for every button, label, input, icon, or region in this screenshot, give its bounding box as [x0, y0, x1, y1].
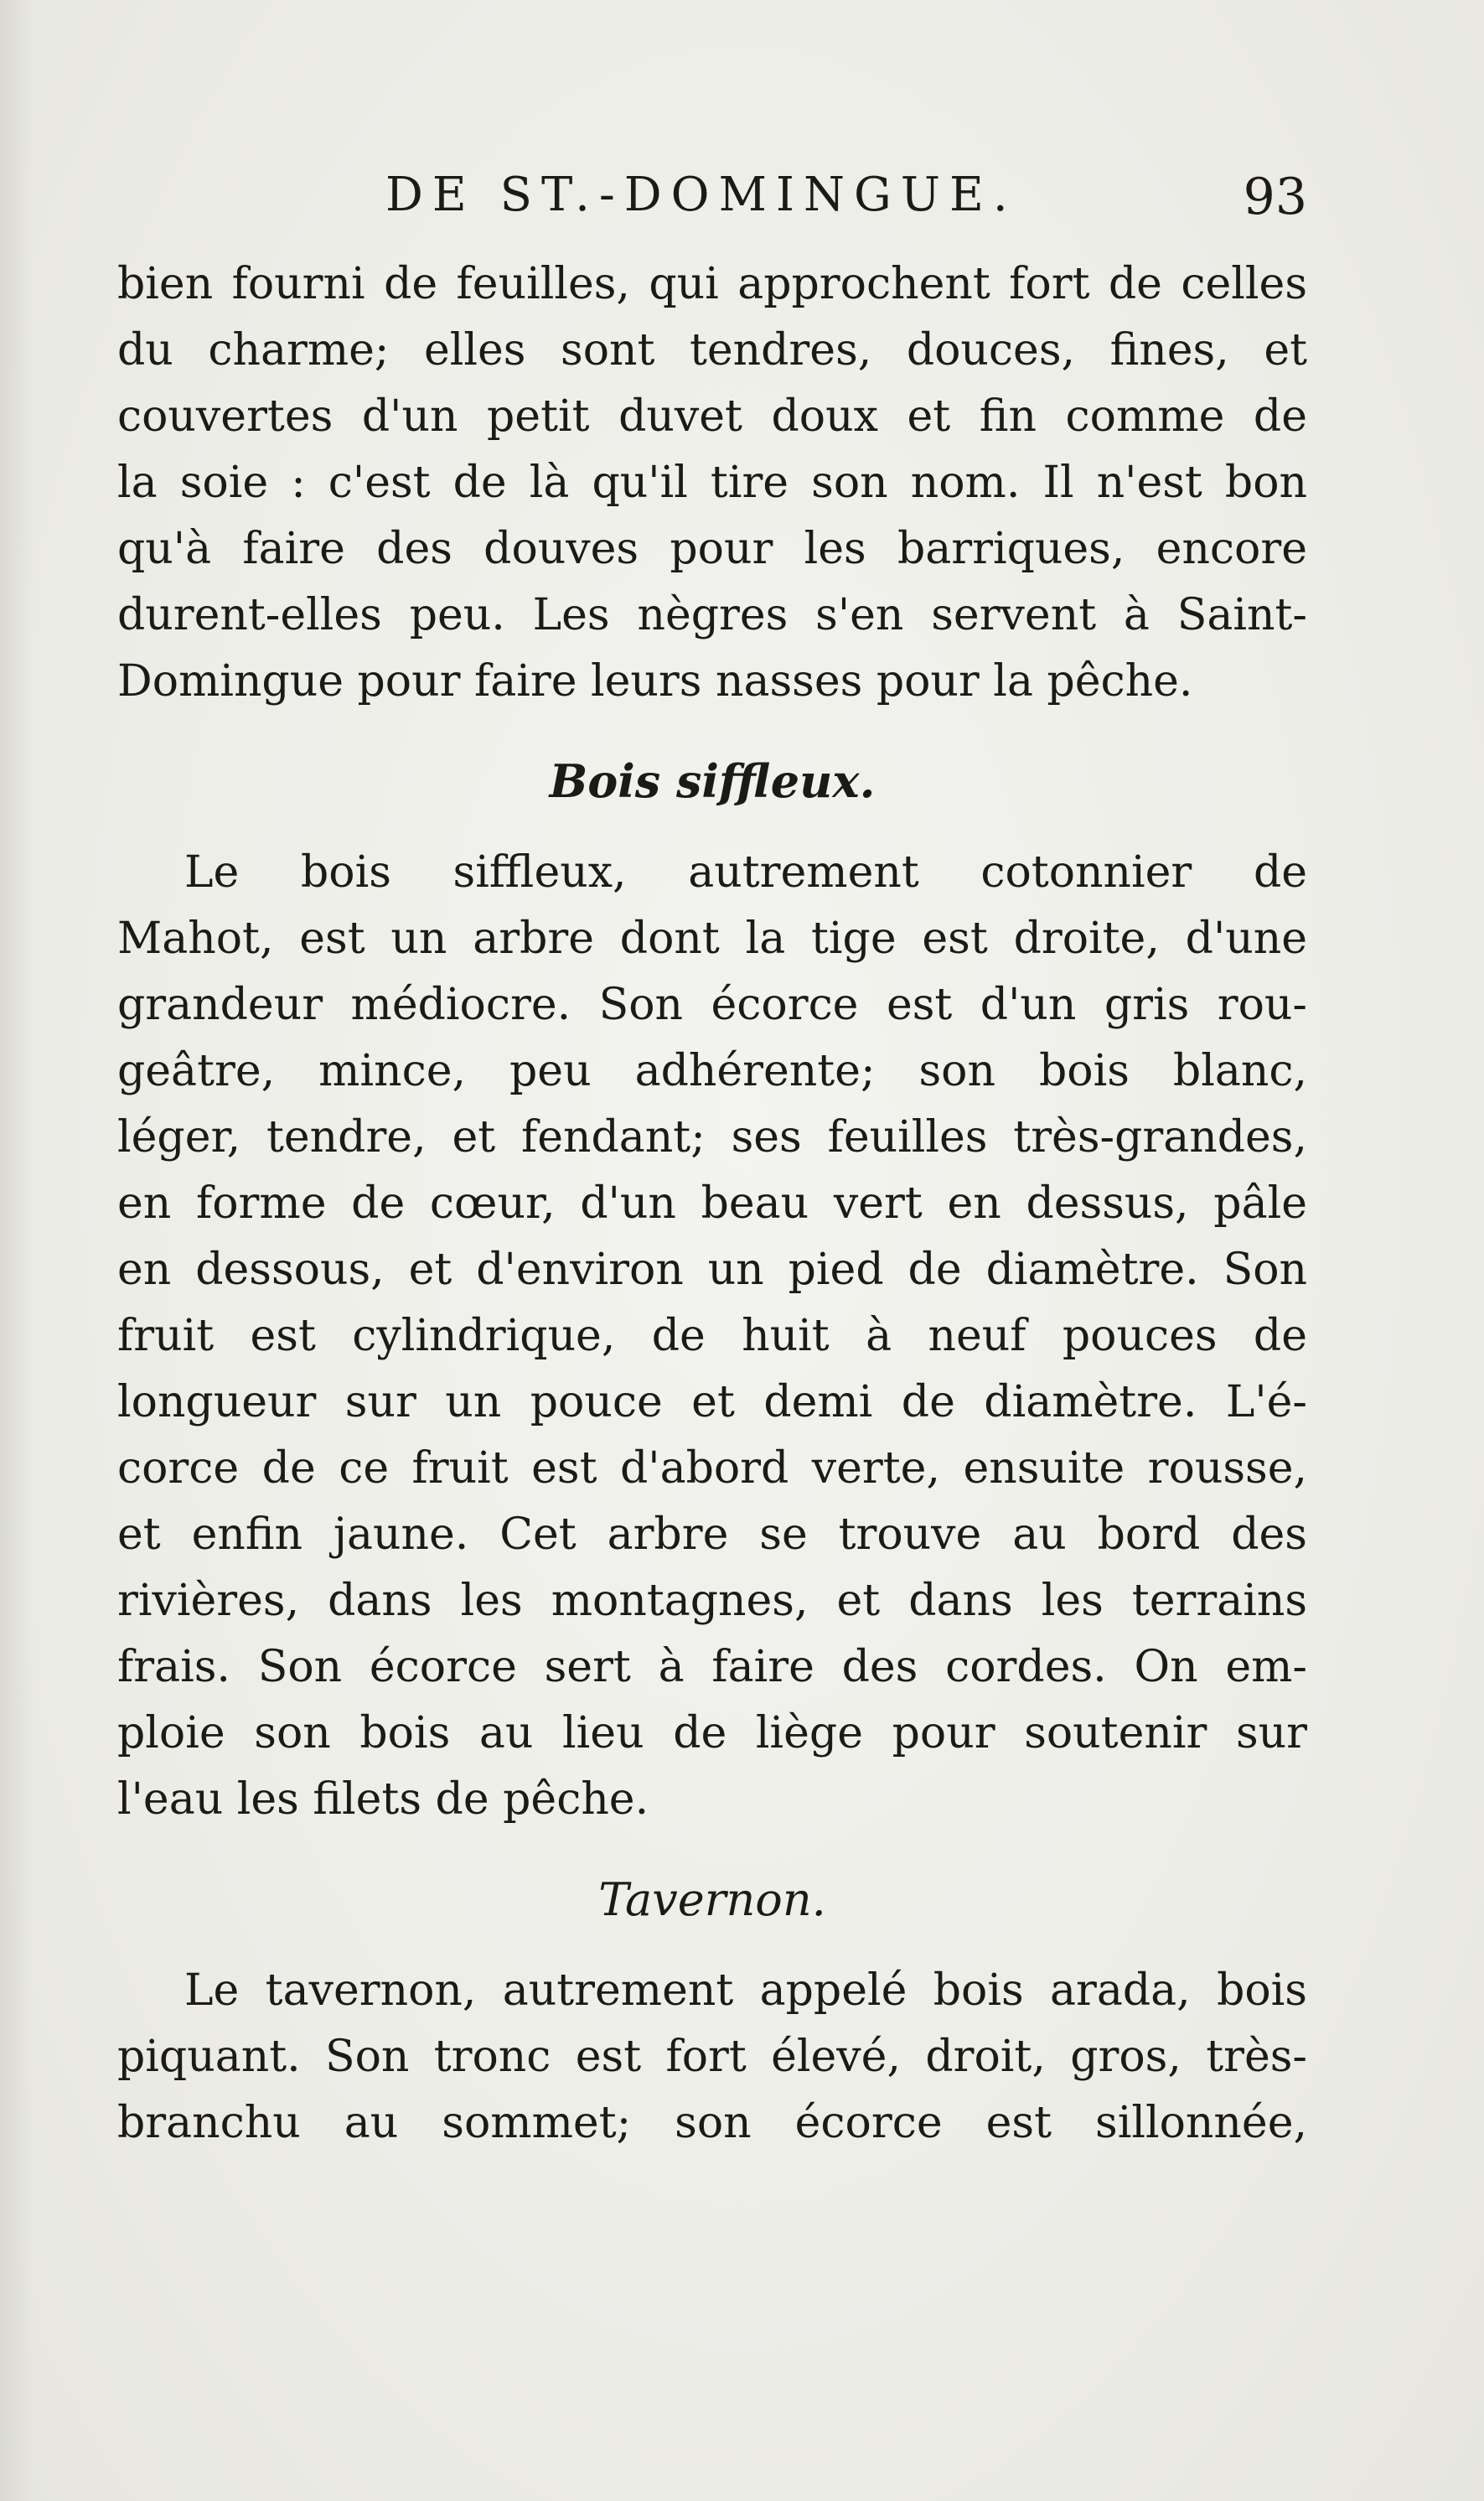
text-line: en forme de cœur, d'un beau vert en dessus, pâle: [117, 1178, 1307, 1229]
text-line: frais. Son écorce sert à faire des cordes. On em-: [117, 1642, 1307, 1692]
text-block: [117, 251, 1307, 2157]
text-line: grandeur médiocre. Son écorce est d'un gris rou-: [117, 980, 1307, 1030]
text-line: et enfin jaune. Cet arbre se trouve au bord des: [117, 1509, 1307, 1560]
text-line: Le tavernon, autrement appelé bois arada, bois: [184, 1965, 1307, 2016]
text-line: qu'à faire des douves pour les barriques, encore: [117, 524, 1307, 574]
text-line: corce de ce fruit est d'abord verte, ensuite rousse,: [117, 1443, 1307, 1494]
text-line: l'eau les filets de pêche.: [117, 1774, 649, 1825]
text-line: fruit est cylindrique, de huit à neuf pouces de: [117, 1311, 1307, 1361]
section-heading-bois-siffleux: Bois siffleux.: [549, 754, 876, 808]
text-line: du charme; elles sont tendres, douces, fines, et: [117, 325, 1307, 375]
text-line: léger, tendre, et fendant; ses feuilles très-grandes,: [117, 1112, 1307, 1162]
page-number: 93: [1243, 168, 1307, 226]
text-line: branchu au sommet; son écorce est sillonnée,: [117, 2098, 1307, 2148]
text-line: Domingue pour faire leurs nasses pour la pêche.: [117, 656, 1193, 707]
text-line: Le bois siffleux, autrement cotonnier de: [184, 847, 1307, 898]
running-head: [117, 168, 1307, 235]
text-line: la soie : c'est de là qu'il tire son nom. Il n'est bon: [117, 458, 1307, 508]
text-line: bien fourni de feuilles, qui approchent fort de celles: [117, 259, 1307, 309]
text-line: rivières, dans les montagnes, et dans les terrains: [117, 1576, 1307, 1626]
text-line: geâtre, mince, peu adhérente; son bois blanc,: [117, 1046, 1307, 1096]
text-line: piquant. Son tronc est fort élevé, droit, gros, très-: [117, 2032, 1307, 2082]
gutter-shadow: [0, 0, 34, 2501]
text-line: en dessous, et d'environ un pied de diamètre. Son: [117, 1245, 1307, 1295]
text-line: couvertes d'un petit duvet doux et fin comme de: [117, 391, 1307, 442]
section-heading-tavernon: Tavernon.: [598, 1873, 826, 1926]
text-line: Mahot, est un arbre dont la tige est droite, d'une: [117, 914, 1307, 964]
running-title: DE ST.-DOMINGUE.: [385, 168, 1017, 222]
text-line: durent-elles peu. Les nègres s'en servent à Saint-: [117, 590, 1307, 640]
text-line: longueur sur un pouce et demi de diamètre. L'é-: [117, 1377, 1307, 1427]
text-line: ploie son bois au lieu de liège pour soutenir sur: [117, 1708, 1307, 1758]
